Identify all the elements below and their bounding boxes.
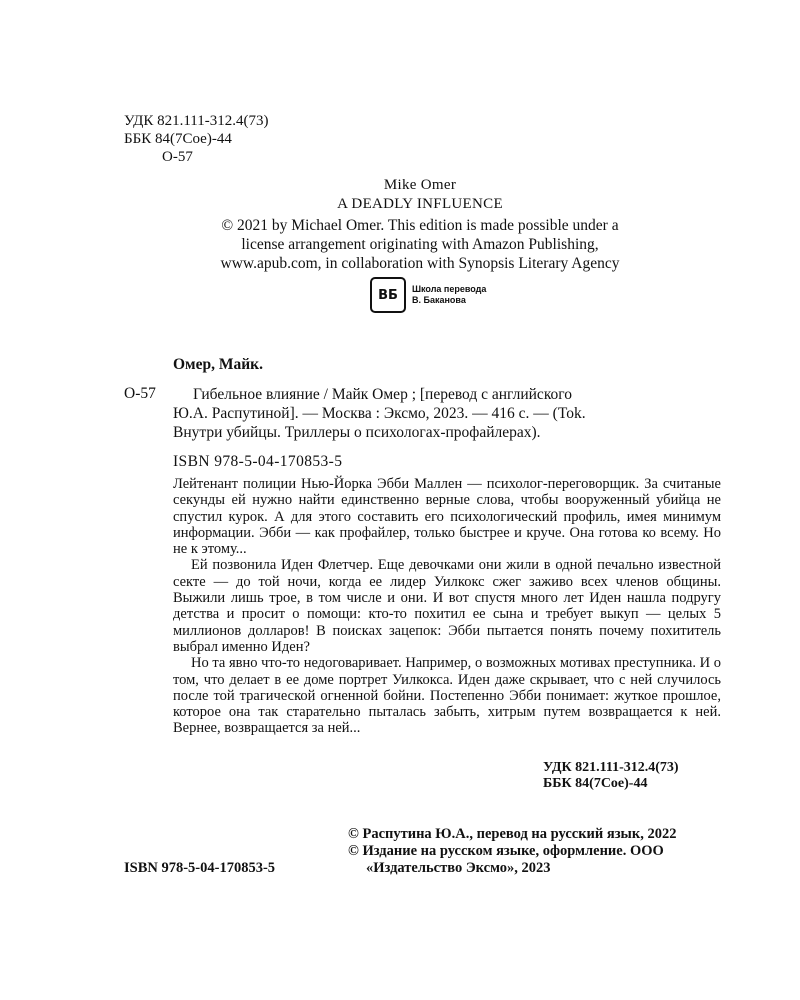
translation-school-logo (370, 277, 486, 313)
license-line: © 2021 by Michael Omer. This edition is made possible under a (221, 217, 619, 234)
footer-udk: УДК 821.111-312.4(73) (543, 760, 679, 775)
bibliographic-record (173, 385, 721, 442)
annotation (173, 476, 721, 737)
record-line: Ю.А. Распутиной]. — Москва : Эксмо, 2023. — 416 с. — (Tok. (173, 405, 586, 422)
record-code: О-57 (124, 385, 156, 402)
license-line: license arrangement originating with Amazon Publishing, (241, 236, 599, 253)
annotation-paragraph: Лейтенант полиции Нью-Йорка Эбби Маллен — психолог-переговорщик. За считаные секунды ей нужно найти единственно верные слова, чтобы вооруженный убийца не спустил курок. А для этого составить его психологический профиль, имея минимум информации. Эбби — как профайлер, только быстрее и круче. Она готова ко всему. Но не к этому... (173, 476, 721, 558)
annotation-paragraph: Ей позвонила Иден Флетчер. Еще девочками они жили в одной печально известной секте — до той ночи, когда ее лидер Уилкокс сжег заживо всех членов общины. Выжили лишь трое, в том числе и они. И вот спустя много лет Иден нашла подругу детства и просит о помощи: кто-то похитил ее сына и требует выкуп — целых 5 миллионов долларов! В поисках зацепок: Эбби пытается понять почему похититель выбрал именно Иден? (173, 557, 721, 655)
logo-caption-line: Школа перевода (412, 284, 487, 294)
record-author-heading: Омер, Майк. (173, 356, 263, 373)
logo-caption-line: В. Баканова (412, 295, 466, 305)
annotation-paragraph: Но та явно что-то недоговаривает. Например, о возможных мотивах преступника. И о том, что делает в ее доме портрет Уилкокса. Иден даже скрывает, что с ней случилось после той трагической огненной бойни. Постепенно Эбби понимает: жуткое прошлое, которое она так старательно пыталась забыть, хитрым путем возвращается к ней. Вернее, возвращается за ней... (173, 655, 721, 737)
udk-code: УДК 821.111-312.4(73) (124, 113, 269, 129)
footer-isbn: ISBN 978-5-04-170853-5 (124, 860, 276, 876)
logo-caption (412, 284, 486, 306)
footer-bbk: ББК 84(7Сое)-44 (543, 776, 648, 791)
record-isbn: ISBN 978-5-04-170853-5 (173, 453, 343, 470)
copyright-block (348, 826, 728, 877)
logo-mark-icon: ВБ (370, 277, 406, 313)
classification-block (124, 112, 268, 166)
copyright-line: © Издание на русском языке, оформление. ООО «Издательство Эксмо», 2023 (348, 843, 664, 876)
footer-codes (543, 760, 679, 792)
bbk-code: ББК 84(7Сое)-44 (124, 131, 232, 147)
license-line: www.apub.com, in collaboration with Synopsis Literary Agency (220, 255, 620, 272)
original-edition (0, 176, 800, 214)
original-author: Mike Omer (383, 177, 457, 193)
original-title: A DEADLY INFLUENCE (337, 196, 503, 212)
record-line: Внутри убийцы. Триллеры о психологах-профайлерах). (173, 424, 541, 441)
author-mark-code: О-57 (162, 149, 193, 165)
license-notice (120, 216, 720, 273)
copyright-line: © Распутина Ю.А., перевод на русский язык, 2022 (348, 826, 677, 842)
record-line: Гибельное влияние / Майк Омер ; [перевод с английского (193, 386, 573, 403)
